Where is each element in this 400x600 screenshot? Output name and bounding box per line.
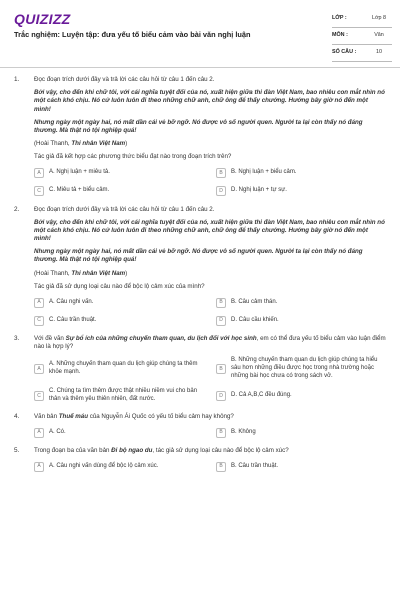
prompt-emphasis: Sự bổ ích của những chuyến tham quan, du lịch đối với học sinh [65,335,257,342]
quizizz-logo: QUIZIZZ [14,11,71,27]
option-d[interactable] [216,315,386,326]
header-divider [0,67,400,68]
option-label: A. Những chuyến tham quan du lịch giúp chúng ta thêm khỏe mạnh. [49,361,198,376]
option-letter-badge: B [216,298,226,308]
passage-paragraph: Nhưng ngày một ngày hai, nó mất dần cái vẻ bỡ ngỡ. Nó được vô số người quen. Người ta lại còn thấy nó đáng thương. Mà thật nó tội nghiệp quá! [34,118,363,134]
option-label: C. Miêu tả + biểu cảm. [49,187,110,194]
option-label: B. Nghị luận + biểu cảm. [231,169,297,176]
passage-paragraph: Bởi vậy, cho đến khi chữ tôi, với cái nghĩa tuyệt đối của nó, xuất hiện giữa thi đàn Việt Nam, bao nhiêu con mắt nhìn nó một cách khó chịu. Nó cứ luôn luôn đi theo những chữ anh, chữ ông để thấy chướng. Hướng bây giờ nó đến một mình! [34,89,385,113]
question-prompt [34,335,386,351]
option-letter-badge: A [34,168,44,178]
option-b[interactable] [216,168,386,179]
passage-paragraph: Nhưng ngày một ngày hai, nó mất dần cái vẻ bỡ ngỡ. Nó được vô số người quen. Người ta lại còn thấy nó đáng thương. Mà thật nó tội nghiệp quá! [34,248,363,264]
source-close: ) [125,140,128,148]
question-number: 1. [14,76,20,83]
option-label: B. Câu cảm thán. [231,298,278,305]
options-grid [34,168,386,197]
option-letter-badge: C [34,316,44,326]
meta-panel [332,11,392,62]
option-label: D. Cả A,B,C đều đúng. [231,392,292,399]
option-letter-badge: A [34,364,44,374]
option-label: C. Chúng ta tìm thêm được thật nhiều niềm vui cho bản thân và thêm yêu thiên nhiên, đất nước. [49,388,198,402]
question-3 [0,335,400,404]
question-2 [0,206,400,327]
prompt-part: , em có thể đưa yếu tố biểu cảm vào luận điểm nào là hợp lý? [34,335,386,351]
option-b[interactable] [216,461,386,472]
option-label: C. Câu trần thuật. [49,316,97,323]
question-number: 2. [14,205,20,213]
prompt-part: Với đề văn [34,335,66,342]
option-label: A. Câu nghi vấn dùng để bộc lộ cảm xúc. [49,462,159,469]
question-5 [0,447,400,472]
question-text: Tác giả đã kết hợp các phương thức biểu đạt nào trong đoạn trích trên? [34,153,232,161]
option-a[interactable] [34,427,204,438]
option-c[interactable] [34,315,204,326]
option-c[interactable] [34,186,204,197]
page-header [0,0,400,68]
prompt-emphasis: Đi bộ ngao du [111,447,153,455]
options-grid [34,427,386,438]
question-prompt [34,413,386,421]
prompt-part: Văn bản [34,412,59,420]
meta-value: Lớp 8 [371,15,387,22]
source-close: ) [125,269,128,277]
option-a[interactable] [34,168,204,179]
option-a[interactable] [34,461,204,472]
option-letter-badge: C [34,186,44,196]
page-title: Trắc nghiệm: Luyện tập: đưa yếu tố biểu cảm vào bài văn nghị luận [14,30,251,39]
source-author: (Hoài Thanh, [34,140,72,148]
source-work: Thi nhân Việt Nam [71,140,126,148]
meta-row-count [332,45,392,62]
meta-label: SỐ CÂU : [332,49,357,56]
option-label: A. Câu nghi vấn. [49,298,94,305]
option-label: A. Có. [49,428,66,435]
meta-row-subject [332,28,392,45]
option-letter-badge: D [216,186,226,196]
options-grid [34,461,386,472]
questions-list [0,76,400,481]
options-grid [34,297,386,326]
option-letter-badge: A [34,428,44,438]
question-prompt: Đọc đoạn trích dưới đây và trả lời các câu hỏi từ câu 1 đến câu 2. [34,76,215,83]
option-c[interactable] [34,388,204,404]
source-work: Thi nhân Việt Nam [71,269,126,277]
option-letter-badge: A [34,298,44,308]
question-number: 5. [14,447,20,455]
passage-paragraph: Bởi vậy, cho đến khi chữ tôi, với cái nghĩa tuyệt đối của nó, xuất hiện giữa thi đàn Việt Nam, bao nhiêu con mắt nhìn nó một cách khó chịu. Nó cứ luôn luôn đi theo những chữ anh, chữ ông để thấy chướng. Hướng bây giờ nó đến một mình! [34,218,385,243]
meta-label: LỚP : [332,15,347,22]
option-b[interactable] [216,357,386,381]
question-number: 3. [14,335,20,342]
passage-source [34,140,386,148]
question-4 [0,413,400,438]
question-prompt [34,447,386,455]
passage-source [34,270,386,278]
question-number: 4. [14,412,20,420]
prompt-part: của Nguyễn Ái Quốc có yếu tố biểu cảm hay không? [88,412,234,420]
prompt-part: , tác giả sử dụng loại câu nào để bộc lộ cảm xúc? [152,447,289,455]
meta-label: MÔN : [332,32,348,39]
option-label: B. Những chuyến tham quan du lịch giúp chúng ta hiểu sâu hơn những điều được học trong nhà trường hoặc những bài học chưa có trong sách vở. [231,357,378,380]
option-letter-badge: B [216,168,226,178]
option-label: D. Nghị luận + tự sự. [231,187,287,194]
option-letter-badge: B [216,428,226,438]
option-label: B. Câu trần thuật. [231,462,279,469]
option-label: B. Không [231,428,256,435]
options-grid [34,357,386,404]
option-label: D. Câu cầu khiến. [231,316,279,323]
meta-value: 10 [376,49,382,56]
option-label: A. Nghị luận + miêu tả. [49,169,110,176]
option-b[interactable] [216,297,386,308]
question-text: Tác giả đã sử dụng loại câu nào để bộc lộ cảm xúc của mình? [34,282,205,290]
option-letter-badge: C [34,391,44,401]
option-d[interactable] [216,186,386,197]
meta-value: Văn [374,32,384,39]
option-letter-badge: B [216,462,226,472]
option-a[interactable] [34,357,204,381]
meta-row-class [332,11,392,28]
option-b[interactable] [216,427,386,438]
prompt-emphasis: Thuế máu [58,412,89,420]
option-letter-badge: A [34,462,44,472]
question-1 [0,76,400,197]
option-d[interactable] [216,388,386,404]
option-letter-badge: D [216,316,226,326]
option-letter-badge: D [216,391,226,401]
question-prompt: Đọc đoạn trích dưới đây và trả lời các câu hỏi từ câu 1 đến câu 2. [34,205,215,213]
prompt-part: Trong đoạn ba của văn bản [34,447,112,455]
source-author: (Hoài Thanh, [34,269,72,277]
option-letter-badge: B [216,364,226,374]
option-a[interactable] [34,297,204,308]
